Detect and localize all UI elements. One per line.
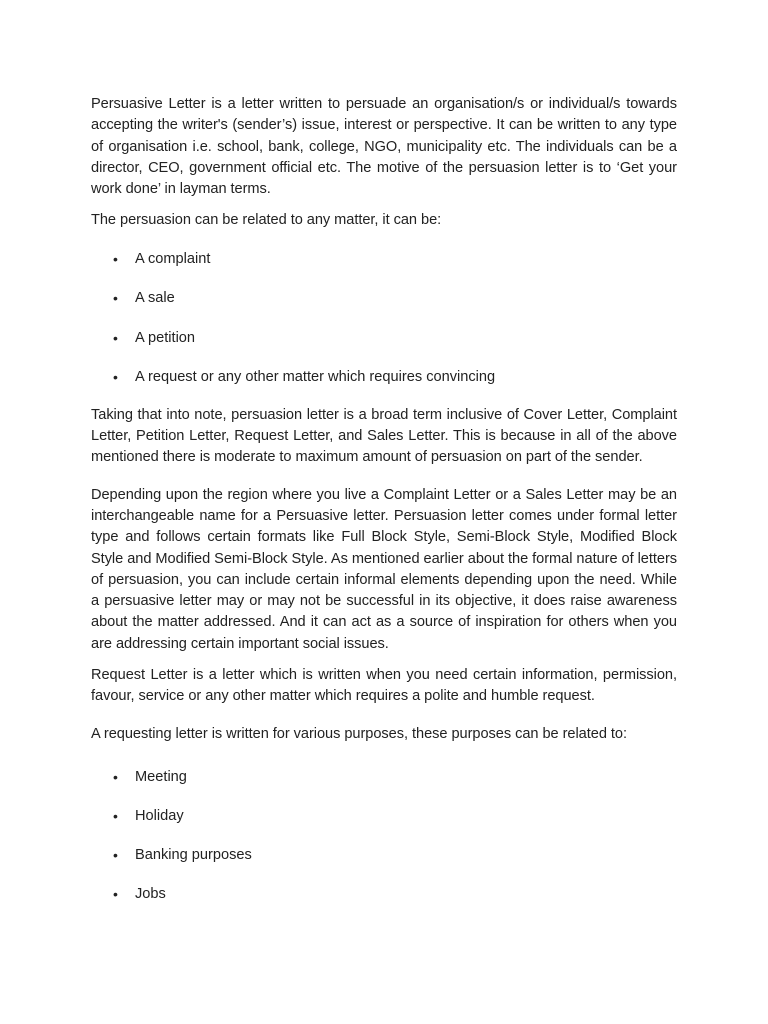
list-item: • A complaint	[91, 249, 677, 270]
persuasion-matter-list	[91, 249, 677, 388]
bullet-icon: •	[113, 250, 118, 267]
bullet-icon: •	[113, 885, 118, 902]
bullet-icon: •	[113, 368, 118, 385]
bullet-icon: •	[113, 289, 118, 306]
list-item: • A request or any other matter which requires convincing	[91, 367, 677, 388]
request-purpose-list	[91, 767, 677, 905]
paragraph-letter-formats: Depending upon the region where you live a Complaint Letter or a Sales Letter may be an interchangeable name for a Persuasive letter. Persuasion letter comes under formal letter type and follows certain formats like Full Block Style, Semi-Block Style, Modified Block Style and Modified Semi-Block Style. As mentioned earlier about the formal nature of letters of persuasion, you can include certain informal elements depending upon the need. While a persuasive letter may or may not be successful in its objective, it does raise awareness about the matter addressed. And it can act as a source of inspiration for others when you are addressing certain important social issues.	[91, 486, 677, 652]
bullet-icon: •	[113, 768, 118, 785]
list-item: • Banking purposes	[91, 845, 677, 866]
list-item: • A sale	[91, 288, 677, 309]
bullet-icon: •	[113, 846, 118, 863]
bullet-icon: •	[113, 329, 118, 346]
list-item: • Holiday	[91, 806, 677, 827]
paragraph-persuasion-intro: The persuasion can be related to any matter, it can be:	[91, 212, 442, 229]
list-item: • Jobs	[91, 884, 677, 905]
paragraph-request-letter-definition: Request Letter is a letter which is written when you need certain information, permission, favour, service or any other matter which requires a polite and humble request.	[91, 667, 677, 705]
paragraph-persuasive-letter-definition: Persuasive Letter is a letter written to persuade an organisation/s or individual/s towards accepting the writer's (sender’s) issue, interest or perspective. It can be written to any type of organisation i.e. school, bank, college, NGO, municipality etc. The individuals can be a director, CEO, government official etc. The motive of the persuasion letter is to ‘Get your work done’ in layman terms.	[91, 96, 677, 198]
bullet-icon: •	[113, 807, 118, 824]
paragraph-request-purposes-intro: A requesting letter is written for various purposes, these purposes can be related to:	[91, 725, 627, 742]
paragraph-persuasion-scope: Taking that into note, persuasion letter is a broad term inclusive of Cover Letter, Complaint Letter, Petition Letter, Request Letter, and Sales Letter. This is because in all of the above mentioned there is moderate to maximum amount of persuasion on part of the sender.	[91, 406, 677, 466]
list-item: • Meeting	[91, 767, 677, 788]
document-page	[91, 94, 677, 905]
list-item: • A petition	[91, 328, 677, 349]
